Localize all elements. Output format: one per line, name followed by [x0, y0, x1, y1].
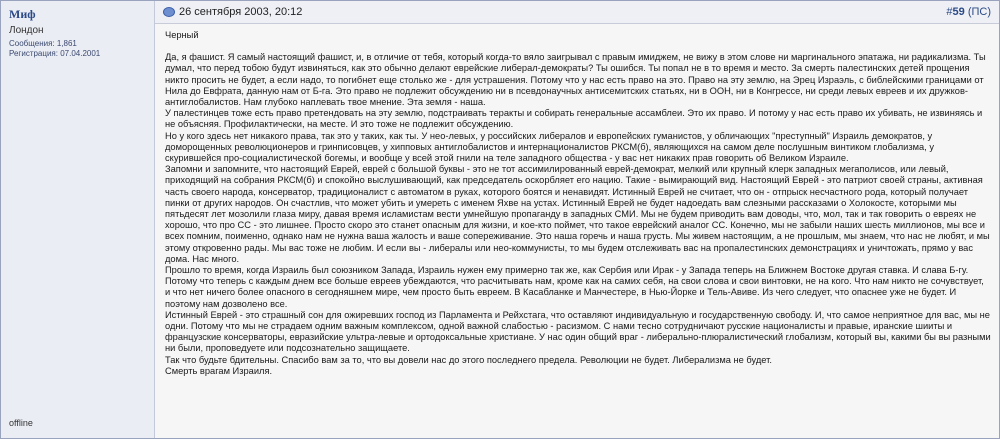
- user-info-panel: [1, 1, 155, 438]
- post-content: [155, 24, 999, 377]
- post-paragraph: Так что будьте бдительны. Спасибо вам за то, что вы довели нас до этого последнего предела. Революции не будет. Либерализма не будет.: [165, 354, 772, 365]
- post-number-link[interactable]: [946, 6, 991, 18]
- post-header: [155, 1, 999, 24]
- user-online-status: offline: [9, 418, 33, 428]
- post-paragraph: Запомни и запомните, что настоящий Еврей, еврей с большой буквы - это не тот ассимилированный еврей-демократ, мелкий или крупный клерк западных мегаполисов, или левый, приходящий на собрания РКСМ(б) и спокойно выслушивающий, как председатель оскорбляет его нацию. Такие - вымирающий вид. Настоящий Еврей - это патриот своей страны, активная часть своего народа, консерватор, традиционалист с автоматом в руках, которого боятся и ненавидят. Истинный Еврей не считает, что он - отпрыск несчастного рода, который получает пинки от других народов. Он счастлив, что может убить и умереть с именем Яхве на устах. Истинный Еврей не будет надоедать вам слезными рассказами о Холокосте, которыми мы пятьдесят лет мозолили глаза миру, давая время исламистам вести умнейшую пропаганду в западных СМИ. Мы не будем приводить вам доводы, что, мол, так и так говорить о евреях не хорошо, что про СС - это лишнее. Просто скоро это станет опасным для жизни, и кое-кто поймет, что такое еврейский аналог СС. Конечно, мы не забыли наших шесть миллионов, мы все и всех помним, поименно, однако нам не нужна ваша жалость и ваше сопереживание. Это наша горечь и наша грусть. Мы живем настоящим, а не прошлым, мы знаем, что нас не любят, и мы этому откровенно рады. Мы вас тоже не любим. И если вы - либералы или нео-коммунисты, то мы будем отслеживать вас на пропалестинских демонстрациях и уничтожать, прямо у вас дома. Нас много.: [165, 164, 990, 264]
- post-body: [155, 1, 999, 438]
- post-paragraph: Истинный Еврей - это страшный сон для ожиревших господ из Парламента и Рейхстага, что оставляют индивидуальную и государственную свободу. И, что самое неприятное для вас, мы не одни. Потому что мы не страдаем одним важным комплексом, одной важной слабостью - расизмом. С нами тесно сотрудничают русские националисты и правые, иранские шииты и французские консерваторы, евразийские ультра-левые и ортодоксальные христиане. У нас один общий враг - либерально-плюралистический глобализм, который вы, какими бы вы разными ни были, проповедуете или подсознательно защищаете.: [165, 309, 991, 354]
- post-bubble-icon: [163, 7, 175, 17]
- post-number-suffix: (ПС): [964, 6, 991, 18]
- post-paragraph: Да, я фашист. Я самый настоящий фашист, и, в отличие от тебя, который когда-то вяло заигрывал с правым имиджем, не вижу в этом слове ни маргинального эпатажа, ни радикализма. Ты думал, что перед тобою будут извиняться, как это обычно делают еврейские либерал-демократы? Ты ошибся. Ты попал не в то время и место. За смерть палестинских детей прощения никто просить не будет, а если надо, то погибнет еще столько же - для устрашения. Потому что у нас есть право на это. Право на эту землю, на Эрец Израэль, с библейскими границами от Нила до Евфрата, данную нам от Б-га. Это право не подлежит обсуждению ни в псевдонаучных антисемитских статьях, ни в ООН, ни в Конгрессе, ни среди левых евреев и их дружков-антиглобалистов. Нам глубоко наплевать твое мнение. Эта земля - наша.: [165, 52, 986, 108]
- user-registration-date: Регистрация: 07.04.2001: [9, 49, 101, 58]
- post-number: 59: [952, 6, 965, 18]
- post-number-prefix: #: [946, 6, 953, 18]
- post-date-wrap: [163, 6, 302, 18]
- post-paragraph: У палестинцев тоже есть право претендовать на эту землю, подстраивать теракты и собирать генеральные ассамблеи. Это их право. И потому у нас есть право их убивать, не извиняясь и не объясняя. Профилактически, на месте. И это тоже не подлежит обсуждению.: [165, 108, 983, 130]
- user-city: Лондон: [9, 25, 44, 36]
- post-topic: Черный: [165, 30, 199, 40]
- post-paragraph: Но у кого здесь нет никакого права, так это у таких, как ты. У нео-левых, у российских либералов и европейских гуманистов, у обличающих "преступный" Израиль демократов, у доморощенных революционеров и гринписовцев, у хипповых антиглобалистов и интернационалистов РКСМ(б), являющихся на самом деле послушным винтиком глобализма, у скурившейся про-социалистической богемы, и вообще у всей этой гнили на теле западного общества - у вас нет никаких прав говорить об Великом Израиле.: [165, 130, 934, 164]
- user-message-count: Сообщения: 1,861: [9, 39, 77, 48]
- post-date: 26 сентября 2003, 20:12: [179, 6, 303, 18]
- post-paragraph: Смерть врагам Израиля.: [165, 365, 273, 376]
- post-paragraph: Прошло то время, когда Израиль был союзником Запада, Израиль нужен ему примерно так же, как Сербия или Ирак - у Запада теперь на Ближнем Востоке другая ставка. И слава Б-гу. Потому что теперь с каждым днем все больше евреев убеждаются, что расчитывать нам, кроме как на самих себя, на свои слова и свои винтовки, не на кого. Что нам никто не сочувствует, и что нет ничего более опасного в сегодняшнем мире, чем просто быть евреем. В Касабланке и Манчестере, в Нью-Йорке и Тель-Авиве. Из чего следует, что опаснее уже не будет. И поэтому нам дозволено все.: [165, 265, 984, 309]
- username-link[interactable]: Миф: [9, 7, 36, 21]
